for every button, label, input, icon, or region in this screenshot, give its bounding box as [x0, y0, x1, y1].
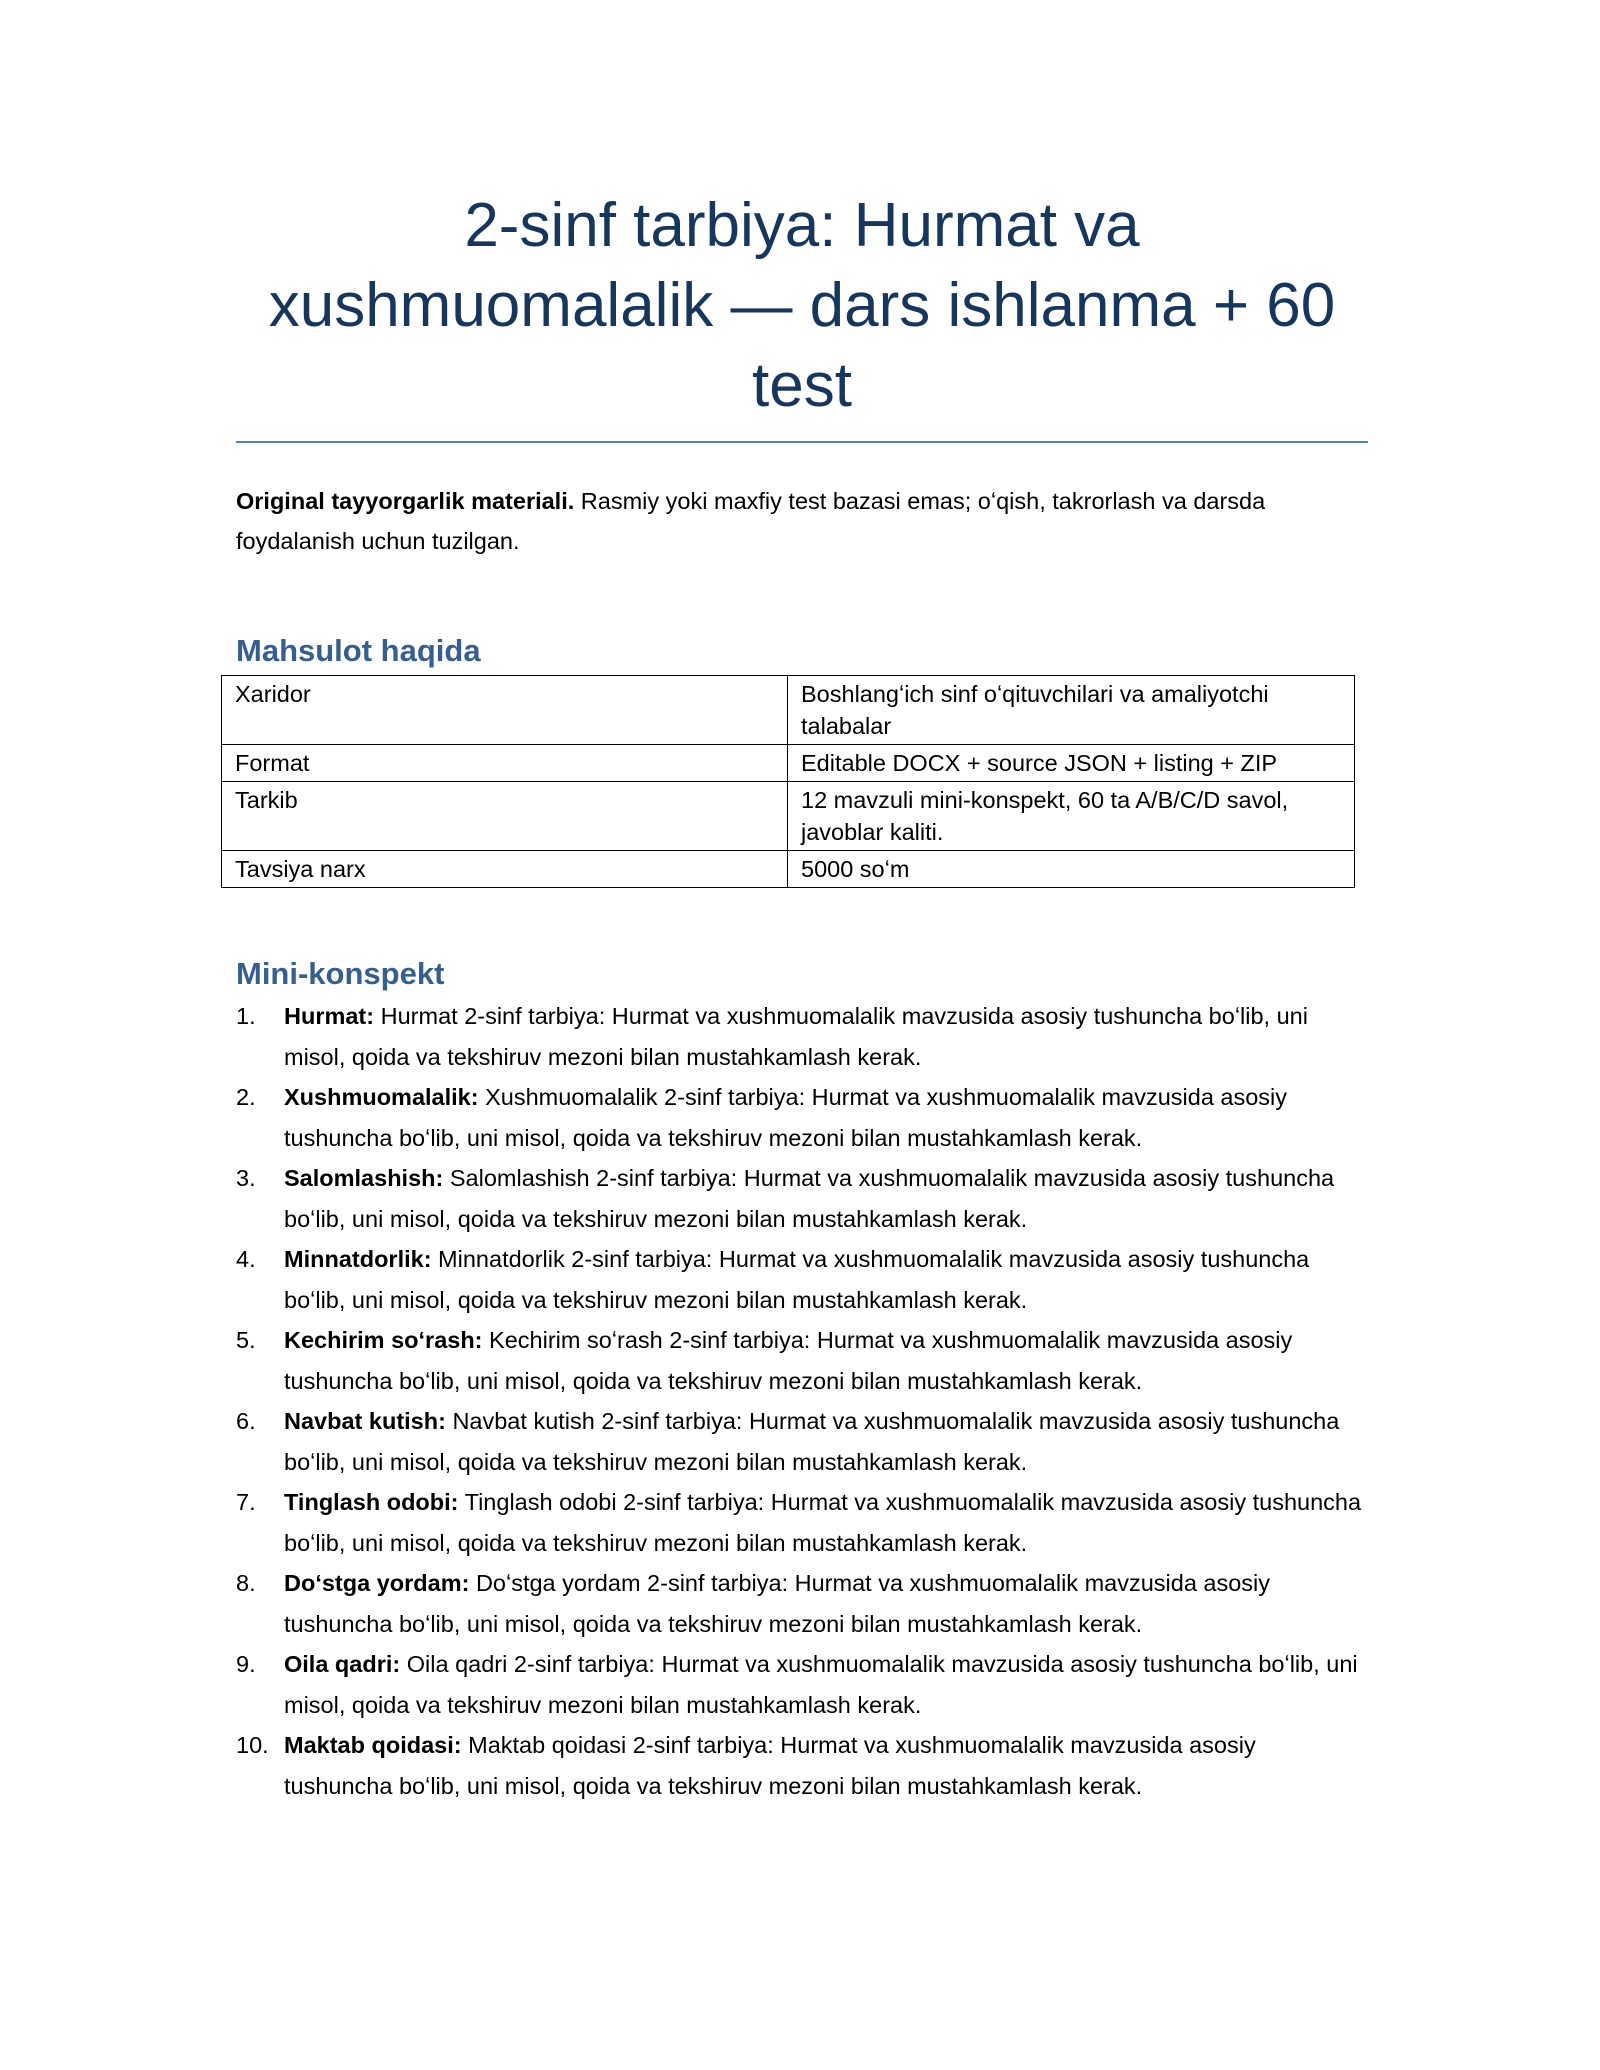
list-item: [236, 1482, 1368, 1563]
list-number: 4.: [236, 1246, 256, 1272]
list-text: Hurmat 2-sinf tarbiya: Hurmat va xushmuomalalik mavzusida asosiy tushuncha boʻlib, uni misol, qoida va tekshiruv mezoni bilan mustahkamlash kerak.: [284, 1003, 1308, 1070]
list-number: 7.: [236, 1489, 256, 1515]
list-term: Xushmuomalalik:: [284, 1084, 479, 1110]
mini-konspekt-heading: Mini-konspekt: [236, 956, 445, 991]
list-term: Kechirim soʻrash:: [284, 1327, 483, 1353]
list-item: [236, 996, 1368, 1077]
list-term: Oila qadri:: [284, 1651, 401, 1677]
list-number: 6.: [236, 1408, 256, 1434]
list-item: [236, 1158, 1368, 1239]
list-text: Xushmuomalalik 2-sinf tarbiya: Hurmat va xushmuomalalik mavzusida asosiy tushuncha boʻlib, uni misol, qoida va tekshiruv mezoni bilan mustahkamlash kerak.: [284, 1084, 1288, 1151]
table-row: [222, 851, 1355, 888]
table-row: [222, 676, 1355, 745]
table-cell-label: Xaridor: [222, 676, 788, 745]
list-term: Doʻstga yordam:: [284, 1570, 470, 1596]
list-term: Minnatdorlik:: [284, 1246, 432, 1272]
list-text: Tinglash odobi 2-sinf tarbiya: Hurmat va xushmuomalalik mavzusida asosiy tushuncha boʻlib, uni misol, qoida va tekshiruv mezoni bilan mustahkamlash kerak.: [284, 1489, 1362, 1556]
table-row: [222, 782, 1355, 851]
list-term: Salomlashish:: [284, 1165, 444, 1191]
title-line: test: [752, 351, 852, 420]
list-item: [236, 1644, 1368, 1725]
table-cell-value: 5000 soʻm: [788, 851, 1355, 888]
list-number: 5.: [236, 1327, 256, 1353]
list-text: Doʻstga yordam 2-sinf tarbiya: Hurmat va xushmuomalalik mavzusida asosiy tushuncha boʻlib, uni misol, qoida va tekshiruv mezoni bilan mustahkamlash kerak.: [284, 1570, 1271, 1637]
list-text: Navbat kutish 2-sinf tarbiya: Hurmat va xushmuomalalik mavzusida asosiy tushuncha boʻlib, uni misol, qoida va tekshiruv mezoni bilan mustahkamlash kerak.: [284, 1408, 1340, 1475]
list-item: [236, 1563, 1368, 1644]
list-item: [236, 1725, 1368, 1806]
list-term: Navbat kutish:: [284, 1408, 446, 1434]
table-row: [222, 745, 1355, 782]
intro-paragraph: [236, 481, 1368, 561]
table-cell-label: Format: [222, 745, 788, 782]
table-cell-value: Editable DOCX + source JSON + listing + ZIP: [788, 745, 1355, 782]
intro-text: Rasmiy yoki maxfiy test bazasi emas; oʻqish, takrorlash va darsda foydalanish uchun tuzilgan.: [236, 488, 1266, 554]
list-text: Maktab qoidasi 2-sinf tarbiya: Hurmat va xushmuomalalik mavzusida asosiy tushuncha boʻlib, uni misol, qoida va tekshiruv mezoni bilan mustahkamlash kerak.: [284, 1732, 1256, 1799]
list-item: [236, 1401, 1368, 1482]
list-number: 10.: [236, 1732, 269, 1758]
title-divider: [236, 441, 1368, 443]
title-line: xushmuomalalik — dars ishlanma + 60: [268, 271, 1336, 340]
intro-bold-lead: Original tayyorgarlik materiali.: [236, 488, 575, 514]
list-text: Minnatdorlik 2-sinf tarbiya: Hurmat va xushmuomalalik mavzusida asosiy tushuncha boʻlib, uni misol, qoida va tekshiruv mezoni bilan mustahkamlash kerak.: [284, 1246, 1310, 1313]
product-info-table: [221, 675, 1355, 888]
list-text: Kechirim soʻrash 2-sinf tarbiya: Hurmat va xushmuomalalik mavzusida asosiy tushuncha boʻlib, uni misol, qoida va tekshiruv mezoni bilan mustahkamlash kerak.: [284, 1327, 1293, 1394]
mini-konspekt-list: [236, 996, 1368, 1806]
list-number: 1.: [236, 1003, 256, 1029]
list-item: [236, 1239, 1368, 1320]
table-cell-value: Boshlangʻich sinf oʻqituvchilari va amaliyotchi talabalar: [788, 676, 1355, 745]
table-cell-label: Tavsiya narx: [222, 851, 788, 888]
list-item: [236, 1077, 1368, 1158]
list-text: Oila qadri 2-sinf tarbiya: Hurmat va xushmuomalalik mavzusida asosiy tushuncha boʻlib, uni misol, qoida va tekshiruv mezoni bilan mustahkamlash kerak.: [284, 1651, 1358, 1718]
list-term: Tinglash odobi:: [284, 1489, 459, 1515]
list-term: Maktab qoidasi:: [284, 1732, 462, 1758]
list-text: Salomlashish 2-sinf tarbiya: Hurmat va xushmuomalalik mavzusida asosiy tushuncha boʻlib, uni misol, qoida va tekshiruv mezoni bilan mustahkamlash kerak.: [284, 1165, 1335, 1232]
document-page: [236, 186, 1368, 1806]
document-title: [236, 186, 1368, 426]
list-number: 9.: [236, 1651, 256, 1677]
table-cell-label: Tarkib: [222, 782, 788, 851]
list-item: [236, 1320, 1368, 1401]
list-term: Hurmat:: [284, 1003, 375, 1029]
table-cell-value: 12 mavzuli mini-konspekt, 60 ta A/B/C/D savol, javoblar kaliti.: [788, 782, 1355, 851]
title-line: 2-sinf tarbiya: Hurmat va: [464, 191, 1140, 260]
product-heading: Mahsulot haqida: [236, 633, 481, 668]
list-number: 2.: [236, 1084, 256, 1110]
list-number: 3.: [236, 1165, 256, 1191]
list-number: 8.: [236, 1570, 256, 1596]
